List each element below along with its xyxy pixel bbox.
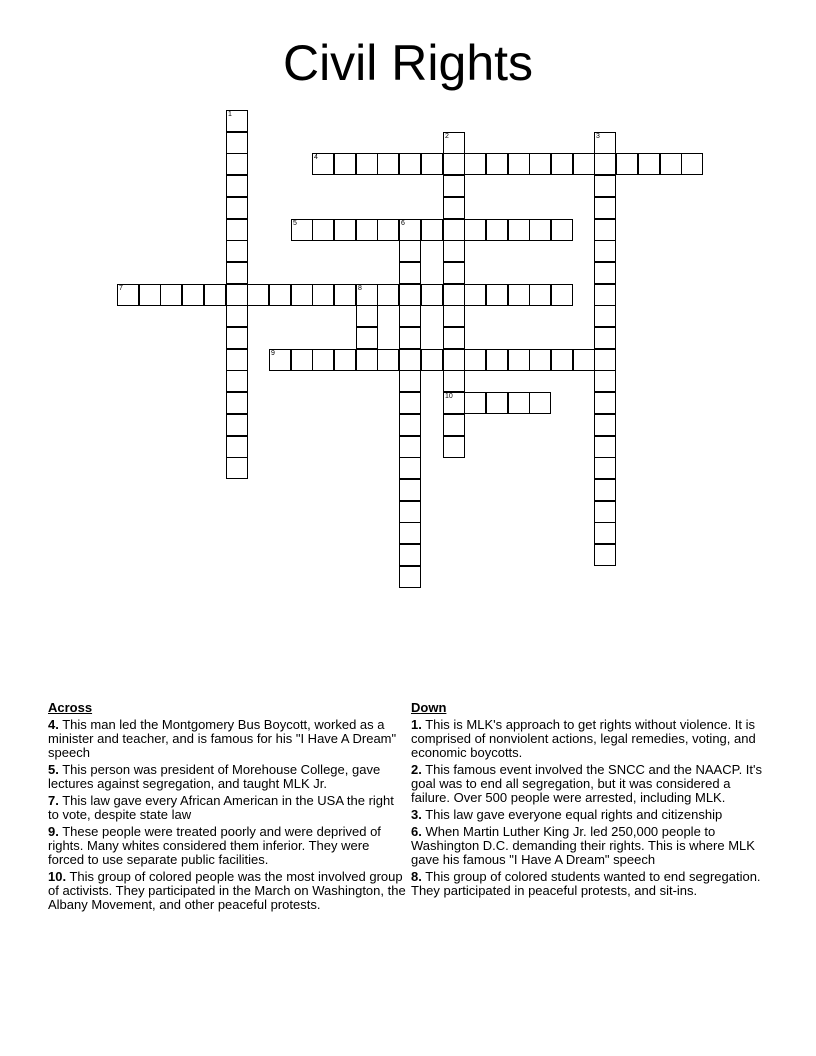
grid-cell[interactable] bbox=[551, 219, 573, 241]
grid-cell[interactable] bbox=[399, 457, 421, 479]
grid-cell[interactable] bbox=[443, 305, 465, 327]
grid-cell[interactable] bbox=[508, 392, 530, 414]
clue-number: 8 bbox=[358, 285, 362, 292]
grid-cell[interactable] bbox=[399, 544, 421, 566]
grid-cell[interactable] bbox=[443, 392, 465, 414]
grid-cell[interactable] bbox=[594, 349, 616, 371]
grid-cell[interactable] bbox=[226, 414, 248, 436]
grid-cell[interactable] bbox=[573, 153, 595, 175]
clue-number: 10 bbox=[445, 393, 453, 400]
grid-cell[interactable] bbox=[377, 153, 399, 175]
grid-cell[interactable] bbox=[486, 349, 508, 371]
grid-cell[interactable] bbox=[204, 284, 226, 306]
grid-cell[interactable] bbox=[486, 153, 508, 175]
clue-item bbox=[411, 763, 766, 805]
grid-cell[interactable] bbox=[594, 219, 616, 241]
clue-item bbox=[48, 825, 406, 867]
clue-num: 7. bbox=[48, 793, 59, 808]
grid-cell[interactable] bbox=[508, 284, 530, 306]
grid-cell[interactable] bbox=[399, 566, 421, 588]
clue-number: 3 bbox=[596, 133, 600, 140]
clue-item bbox=[411, 718, 766, 760]
grid-cell[interactable] bbox=[226, 327, 248, 349]
grid-cell[interactable] bbox=[421, 153, 443, 175]
grid-cell[interactable] bbox=[594, 175, 616, 197]
grid-cell[interactable] bbox=[226, 240, 248, 262]
grid-cell[interactable] bbox=[464, 392, 486, 414]
grid-cell[interactable] bbox=[421, 349, 443, 371]
down-heading: Down bbox=[411, 700, 447, 715]
grid-cell[interactable] bbox=[594, 457, 616, 479]
grid-cell[interactable] bbox=[356, 349, 378, 371]
grid-cell[interactable] bbox=[399, 370, 421, 392]
grid-cell[interactable] bbox=[399, 305, 421, 327]
grid-cell[interactable] bbox=[226, 392, 248, 414]
grid-cell[interactable] bbox=[399, 349, 421, 371]
grid-cell[interactable] bbox=[226, 175, 248, 197]
clue-number: 9 bbox=[271, 350, 275, 357]
grid-cell[interactable] bbox=[226, 262, 248, 284]
grid-cell[interactable] bbox=[573, 349, 595, 371]
clue-item bbox=[411, 808, 766, 822]
grid-cell[interactable] bbox=[139, 284, 161, 306]
grid-cell[interactable] bbox=[291, 349, 313, 371]
grid-cell[interactable] bbox=[226, 132, 248, 154]
grid-cell[interactable] bbox=[616, 153, 638, 175]
clue-num: 10. bbox=[48, 869, 67, 884]
grid-cell[interactable] bbox=[291, 219, 313, 241]
grid-cell[interactable] bbox=[464, 284, 486, 306]
grid-cell[interactable] bbox=[226, 305, 248, 327]
grid-cell[interactable] bbox=[443, 370, 465, 392]
grid-cell[interactable] bbox=[334, 349, 356, 371]
grid-cell[interactable] bbox=[508, 349, 530, 371]
grid-cell[interactable] bbox=[399, 479, 421, 501]
grid-cell[interactable] bbox=[421, 219, 443, 241]
grid-cell[interactable] bbox=[508, 153, 530, 175]
grid-cell[interactable] bbox=[638, 153, 660, 175]
grid-cell[interactable] bbox=[399, 414, 421, 436]
page-title: Civil Rights bbox=[282, 35, 534, 91]
grid-cell[interactable] bbox=[226, 197, 248, 219]
grid-cell[interactable] bbox=[312, 153, 334, 175]
clue-num: 2. bbox=[411, 762, 422, 777]
grid-cell[interactable] bbox=[594, 240, 616, 262]
grid-cell[interactable] bbox=[356, 327, 378, 349]
grid-cell[interactable] bbox=[443, 436, 465, 458]
grid-cell[interactable] bbox=[464, 219, 486, 241]
grid-cell[interactable] bbox=[594, 262, 616, 284]
grid-cell[interactable] bbox=[226, 153, 248, 175]
grid-cell[interactable] bbox=[594, 544, 616, 566]
clue-item bbox=[48, 763, 406, 791]
grid-cell[interactable] bbox=[226, 457, 248, 479]
grid-cell[interactable] bbox=[594, 153, 616, 175]
grid-cell[interactable] bbox=[334, 284, 356, 306]
grid-cell[interactable] bbox=[594, 132, 616, 154]
clue-num: 3. bbox=[411, 807, 422, 822]
across-clues bbox=[48, 701, 406, 915]
grid-cell[interactable] bbox=[226, 284, 248, 306]
grid-cell[interactable] bbox=[594, 370, 616, 392]
clue-text: This law gave everyone equal rights and citizenship bbox=[421, 807, 723, 822]
clue-num: 1. bbox=[411, 717, 422, 732]
clue-number: 5 bbox=[293, 220, 297, 227]
grid-cell[interactable] bbox=[226, 349, 248, 371]
grid-cell[interactable] bbox=[551, 284, 573, 306]
clue-text: This is MLK's approach to get rights without violence. It is comprised of nonviolent actions, legal remedies, voting, and economic boycotts. bbox=[411, 717, 756, 760]
grid-cell[interactable] bbox=[594, 284, 616, 306]
across-clue-list bbox=[48, 718, 406, 912]
clue-text: When Martin Luther King Jr. led 250,000 people to Washington D.C. demanding their rights. This is where MLK gave his famous "I Have A Dream" speech bbox=[411, 824, 755, 867]
grid-cell[interactable] bbox=[334, 219, 356, 241]
clue-item bbox=[48, 870, 406, 912]
grid-cell[interactable] bbox=[594, 392, 616, 414]
grid-cell[interactable] bbox=[399, 284, 421, 306]
clue-number: 2 bbox=[445, 133, 449, 140]
down-clue-list bbox=[411, 718, 766, 898]
grid-cell[interactable] bbox=[247, 284, 269, 306]
clue-number: 4 bbox=[314, 154, 318, 161]
grid-cell[interactable] bbox=[291, 284, 313, 306]
grid-cell[interactable] bbox=[377, 284, 399, 306]
grid-cell[interactable] bbox=[312, 284, 334, 306]
grid-cell[interactable] bbox=[594, 414, 616, 436]
grid-cell[interactable] bbox=[464, 349, 486, 371]
clue-number: 6 bbox=[401, 220, 405, 227]
clue-num: 6. bbox=[411, 824, 422, 839]
grid-cell[interactable] bbox=[443, 414, 465, 436]
grid-cell[interactable] bbox=[529, 153, 551, 175]
grid-cell[interactable] bbox=[334, 153, 356, 175]
grid-cell[interactable] bbox=[594, 305, 616, 327]
grid-cell[interactable] bbox=[399, 240, 421, 262]
grid-cell[interactable] bbox=[399, 436, 421, 458]
grid-cell[interactable] bbox=[399, 219, 421, 241]
grid-cell[interactable] bbox=[356, 284, 378, 306]
grid-cell[interactable] bbox=[443, 349, 465, 371]
grid-cell[interactable] bbox=[269, 284, 291, 306]
grid-cell[interactable] bbox=[226, 110, 248, 132]
grid-cell[interactable] bbox=[399, 262, 421, 284]
grid-cell[interactable] bbox=[443, 284, 465, 306]
grid-cell[interactable] bbox=[182, 284, 204, 306]
grid-cell[interactable] bbox=[443, 327, 465, 349]
grid-cell[interactable] bbox=[594, 197, 616, 219]
grid-cell[interactable] bbox=[399, 501, 421, 523]
grid-cell[interactable] bbox=[421, 284, 443, 306]
grid-cell[interactable] bbox=[443, 132, 465, 154]
grid-cell[interactable] bbox=[594, 501, 616, 523]
grid-cell[interactable] bbox=[529, 349, 551, 371]
grid-cell[interactable] bbox=[399, 153, 421, 175]
grid-cell[interactable] bbox=[529, 284, 551, 306]
clue-num: 8. bbox=[411, 869, 422, 884]
grid-cell[interactable] bbox=[226, 370, 248, 392]
grid-cell[interactable] bbox=[356, 305, 378, 327]
grid-cell[interactable] bbox=[486, 219, 508, 241]
grid-cell[interactable] bbox=[594, 522, 616, 544]
grid-cell[interactable] bbox=[312, 219, 334, 241]
grid-cell[interactable] bbox=[226, 436, 248, 458]
grid-cell[interactable] bbox=[486, 392, 508, 414]
clue-text: This law gave every African American in the USA the right to vote, despite state law bbox=[48, 793, 394, 822]
grid-cell[interactable] bbox=[117, 284, 139, 306]
clue-text: This group of colored people was the most involved group of activists. They participated in the March on Washington, the Albany Movement, and other peaceful protests. bbox=[48, 869, 406, 912]
clue-number: 7 bbox=[119, 285, 123, 292]
clue-text: This man led the Montgomery Bus Boycott, worked as a minister and teacher, and is famous for his "I Have A Dream" speech bbox=[48, 717, 397, 760]
clue-item bbox=[411, 825, 766, 867]
grid-cell[interactable] bbox=[443, 240, 465, 262]
clue-text: This person was president of Morehouse College, gave lectures against segregation, and taught MLK Jr. bbox=[48, 762, 381, 791]
grid-cell[interactable] bbox=[464, 153, 486, 175]
grid-cell[interactable] bbox=[486, 284, 508, 306]
grid-cell[interactable] bbox=[443, 219, 465, 241]
grid-cell[interactable] bbox=[660, 153, 682, 175]
clue-text: These people were treated poorly and were deprived of rights. Many whites considered them inferior. They were forced to use separate public facilities. bbox=[48, 824, 381, 867]
clue-num: 4. bbox=[48, 717, 59, 732]
grid-cell[interactable] bbox=[377, 219, 399, 241]
grid-cell[interactable] bbox=[399, 522, 421, 544]
grid-cell[interactable] bbox=[443, 262, 465, 284]
grid-cell[interactable] bbox=[399, 392, 421, 414]
grid-cell[interactable] bbox=[160, 284, 182, 306]
grid-cell[interactable] bbox=[529, 219, 551, 241]
grid-cell[interactable] bbox=[312, 349, 334, 371]
grid-cell[interactable] bbox=[508, 219, 530, 241]
grid-cell[interactable] bbox=[399, 327, 421, 349]
grid-cell[interactable] bbox=[594, 436, 616, 458]
grid-cell[interactable] bbox=[356, 153, 378, 175]
grid-cell[interactable] bbox=[443, 197, 465, 219]
clue-text: This famous event involved the SNCC and the NAACP. It's goal was to end all segregation, but it was considered a failure. Over 500 people were arrested, including MLK. bbox=[411, 762, 763, 805]
clue-num: 5. bbox=[48, 762, 59, 777]
grid-cell[interactable] bbox=[269, 349, 291, 371]
grid-cell[interactable] bbox=[356, 219, 378, 241]
grid-cell[interactable] bbox=[594, 479, 616, 501]
across-heading: Across bbox=[48, 700, 93, 715]
grid-cell[interactable] bbox=[443, 153, 465, 175]
grid-cell[interactable] bbox=[226, 219, 248, 241]
grid-cell[interactable] bbox=[594, 327, 616, 349]
clue-number: 1 bbox=[228, 111, 232, 118]
grid-cell[interactable] bbox=[377, 349, 399, 371]
clue-item bbox=[48, 718, 406, 760]
clue-num: 9. bbox=[48, 824, 59, 839]
grid-cell[interactable] bbox=[551, 153, 573, 175]
grid-cell[interactable] bbox=[443, 175, 465, 197]
clue-text: This group of colored students wanted to end segregation. They participated in peaceful protests, and sit-ins. bbox=[411, 869, 761, 898]
grid-cell[interactable] bbox=[551, 349, 573, 371]
clue-item bbox=[48, 794, 406, 822]
down-clues bbox=[411, 701, 766, 901]
clue-item bbox=[411, 870, 766, 898]
grid-cell[interactable] bbox=[681, 153, 703, 175]
grid-cell[interactable] bbox=[529, 392, 551, 414]
